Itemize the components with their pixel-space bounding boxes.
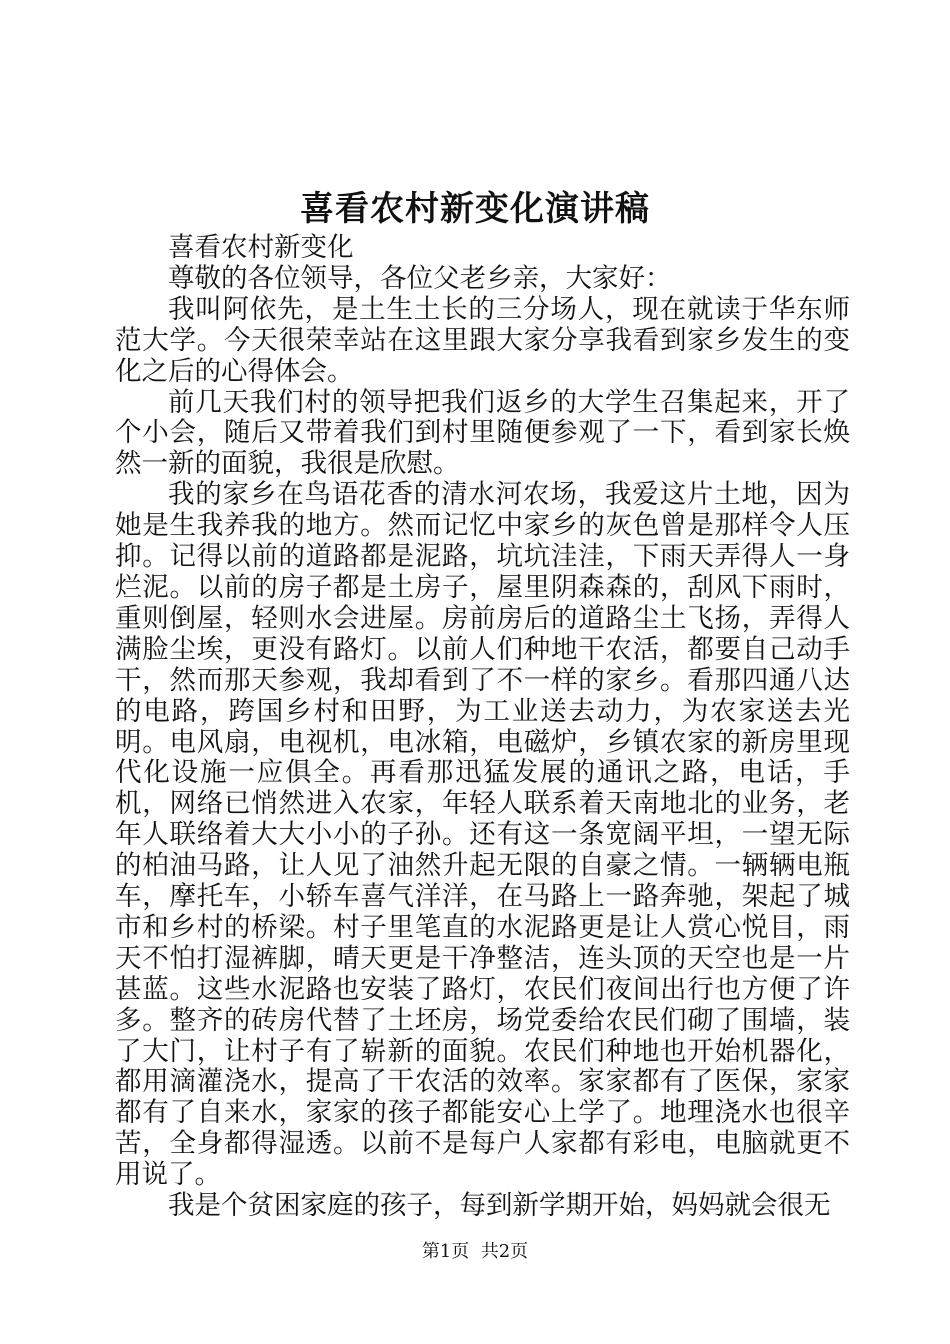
paragraph-family: 我是个贫困家庭的孩子，每到新学期开始，妈妈就会很无: [168, 1190, 831, 1222]
paragraph-greeting: 尊敬的各位领导，各位父老乡亲，大家好：: [168, 262, 672, 294]
paragraph-subtitle: 喜看农村新变化: [168, 232, 354, 263]
page-footer: [0, 1240, 950, 1264]
page-number-label: 第1页 共2页: [421, 1241, 529, 1262]
document-body: [115, 233, 850, 1222]
paragraph-meeting: 前几天我们村的领导把我们返乡的大学生召集起来，开了个小会，随后又带着我们到村里随便参观了一下，看到家长焕然一新的面貌，我很是欣慰。: [115, 386, 850, 480]
paragraph-introduction: 我叫阿依先，是土生土长的三分场人，现在就读于华东师范大学。今天很荣幸站在这里跟大家分享我看到家乡发生的变化之后的心得体会。: [115, 293, 850, 387]
document-title: 喜看农村新变化演讲稿: [300, 189, 650, 229]
paragraph-hometown: 我的家乡在鸟语花香的清水河农场，我爱这片土地，因为她是生我养我的地方。然而记忆中家乡的灰色曾是那样令人压抑。记得以前的道路都是泥路，坑坑洼洼，下雨天弄得人一身烂泥。以前的房子都是土房子，屋里阴森森的，刮风下雨时，重则倒屋，轻则水会进屋。房前房后的道路尘土飞扬，弄得人满脸尘埃，更没有路灯。以前人们种地干农活，都要自己动手干，然而那天参观，我却看到了不一样的家乡。看那四通八达的电路，跨国乡村和田野，为工业送去动力，为农家送去光明。电风扇，电视机，电冰箱，电磁炉，乡镇农家的新房里现代化设施一应俱全。再看那迅猛发展的通讯之路，电话，手机，网络已悄然进入农家，年轻人联系着天南地北的业务，老年人联络着大大小小的子孙。还有这一条宽阔平坦，一望无际的柏油马路，让人见了油然升起无限的自豪之情。一辆辆电瓶车，摩托车，小轿车喜气洋洋，在马路上一路奔驰，架起了城市和乡村的桥梁。村子里笔直的水泥路更是让人赏心悦目，雨天不怕打湿裤脚，晴天更是干净整洁，连头顶的天空也是一片甚蓝。这些水泥路也安装了路灯，农民们夜间出行也方便了许多。整齐的砖房代替了土坯房，场党委给农民们砌了围墙，装了大门，让村子有了崭新的面貌。农民们种地也开始机器化，都用滴灌浇水，提高了干农活的效率。家家都有了医保，家家都有了自来水，家家的孩子都能安心上学了。地理浇水也很辛苦，全身都得湿透。以前不是每户人家都有彩电，电脑就更不用说了。: [115, 479, 850, 1191]
